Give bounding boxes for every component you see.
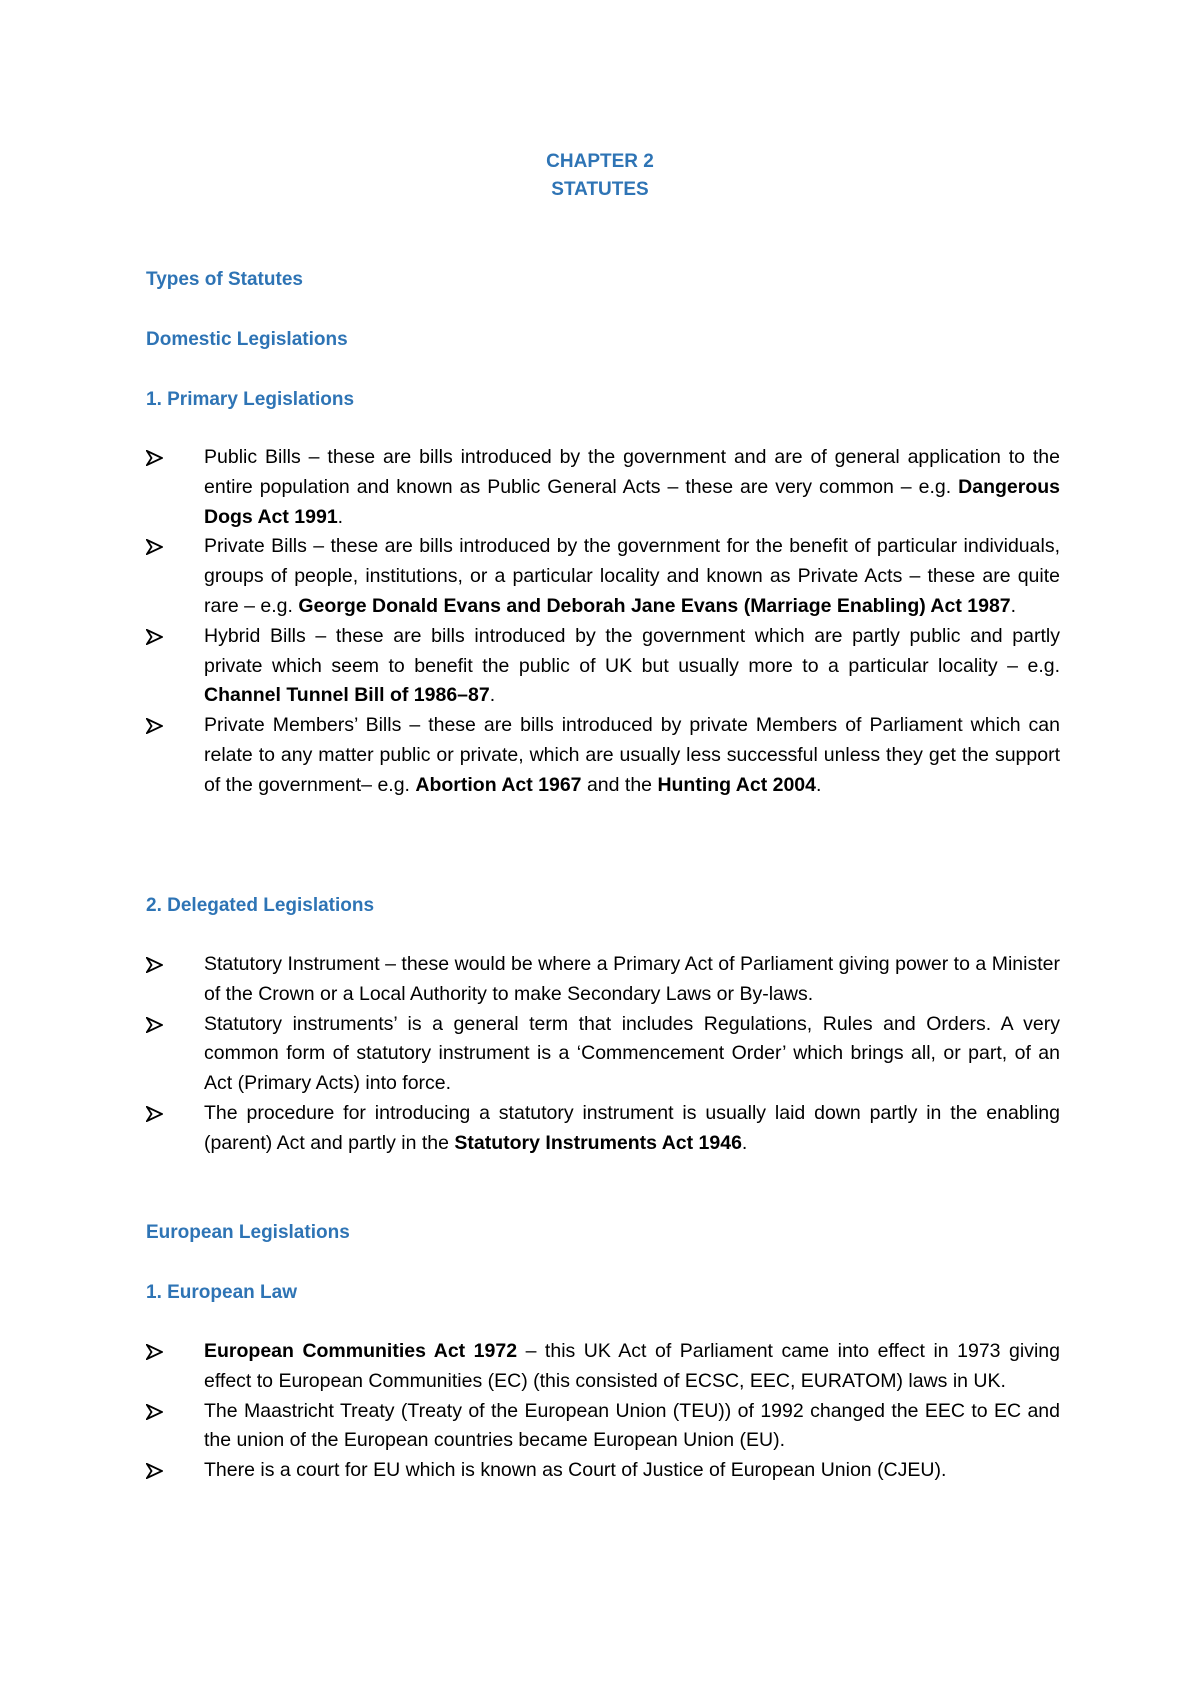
arrowhead-bullet-icon xyxy=(146,443,166,473)
list-item: Statutory Instrument – these would be where a Primary Act of Parliament giving power to a Minister of the Crown or a Local Authority to make Secondary Laws or By-laws. xyxy=(146,950,1060,1010)
delegated-heading: 2. Delegated Legislations xyxy=(146,895,375,916)
arrowhead-bullet-icon xyxy=(146,1010,166,1040)
arrowhead-bullet-icon xyxy=(146,1397,166,1427)
list-item: European Communities Act 1972 – this UK Act of Parliament came into effect in 1973 giving effect to European Communities (EC) (this consisted of ECSC, EEC, EURATOM) laws in UK. xyxy=(146,1337,1060,1397)
list-item: Private Bills – these are bills introduced by the government for the benefit of particular individuals, groups of people, institutions, or a particular locality and known as Private Acts – these are quite rare – e.g. George Donald Evans and Deborah Jane Evans (Marriage Enabling) Act 1987. xyxy=(146,532,1060,621)
list-item: The Maastricht Treaty (Treaty of the European Union (TEU)) of 1992 changed the EEC to EC and the union of the European countries became European Union (EU). xyxy=(146,1397,1060,1457)
domestic-heading: Domestic Legislations xyxy=(146,329,348,350)
chapter-number: CHAPTER 2 xyxy=(546,151,654,172)
chapter-title: STATUTES xyxy=(551,179,649,200)
arrowhead-bullet-icon xyxy=(146,950,166,980)
list-item: Private Members’ Bills – these are bills introduced by private Members of Parliament which can relate to any matter public or private, which are usually less successful unless they get the support of the government– e.g. Abortion Act 1967 and the Hunting Act 2004. xyxy=(146,711,1060,800)
european-heading: European Legislations xyxy=(146,1222,350,1243)
arrowhead-bullet-icon xyxy=(146,1337,166,1367)
list-item: Hybrid Bills – these are bills introduced by the government which are partly public and partly private which seem to benefit the public of UK but usually more to a particular locality – e.g. Channel Tunnel Bill of 1986–87. xyxy=(146,622,1060,711)
list-item: There is a court for EU which is known as Court of Justice of European Union (CJEU). xyxy=(146,1456,1060,1486)
delegated-bullet-list xyxy=(146,950,1060,1159)
arrowhead-bullet-icon xyxy=(146,1456,166,1486)
european-bullet-list xyxy=(146,1337,1060,1486)
arrowhead-bullet-icon xyxy=(146,622,166,652)
arrowhead-bullet-icon xyxy=(146,1099,166,1129)
european-law-heading: 1. European Law xyxy=(146,1282,297,1303)
arrowhead-bullet-icon xyxy=(146,711,166,741)
types-heading: Types of Statutes xyxy=(146,269,303,290)
list-item: Statutory instruments’ is a general term that includes Regulations, Rules and Orders. A very common form of statutory instrument is a ‘Commencement Order’ which brings all, or part, of an Act (Primary Acts) into force. xyxy=(146,1010,1060,1099)
arrowhead-bullet-icon xyxy=(146,532,166,562)
primary-bullet-list xyxy=(146,443,1060,801)
primary-heading: 1. Primary Legislations xyxy=(146,389,355,410)
list-item: The procedure for introducing a statutory instrument is usually laid down partly in the enabling (parent) Act and partly in the Statutory Instruments Act 1946. xyxy=(146,1099,1060,1159)
list-item: Public Bills – these are bills introduced by the government and are of general application to the entire population and known as Public General Acts – these are very common – e.g. Dangerous Dogs Act 1991. xyxy=(146,443,1060,532)
